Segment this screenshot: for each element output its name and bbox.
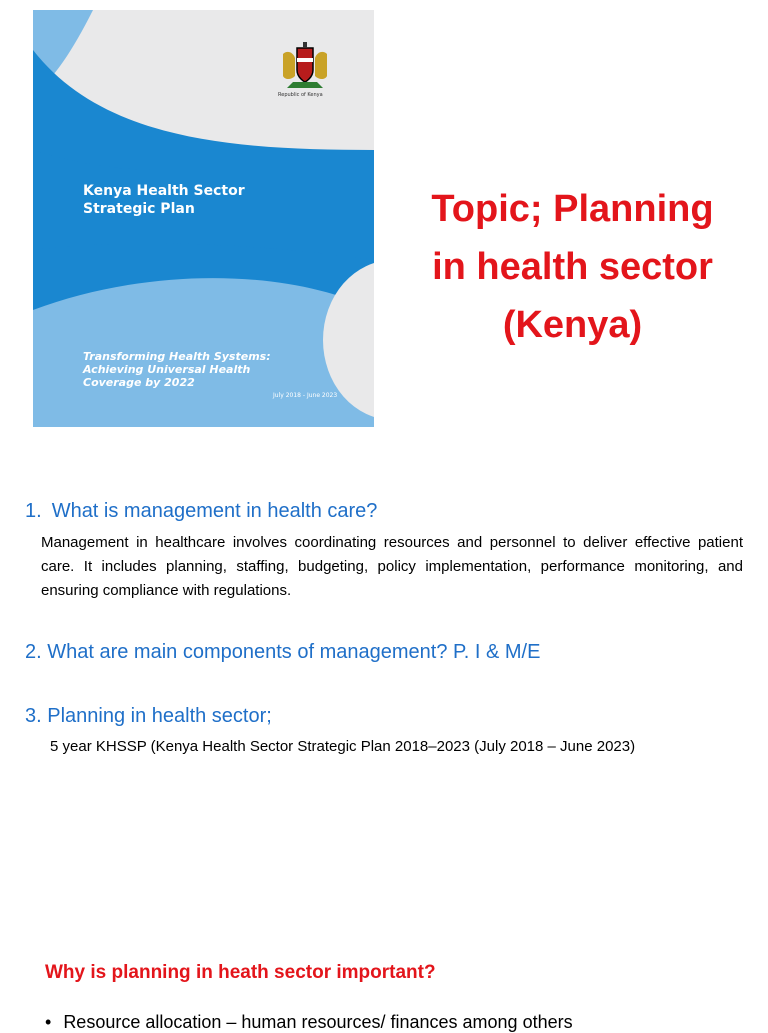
bullet-icon: •	[45, 1012, 52, 1032]
question-1	[25, 500, 377, 523]
list-item-text: Resource allocation – human resources/ finances among others	[63, 1012, 573, 1032]
question-2: 2. What are main components of management? P. I & M/E	[25, 641, 541, 663]
question-text: What is management in health care?	[51, 500, 378, 522]
strategic-plan-cover	[33, 10, 374, 427]
topic-heading	[400, 180, 745, 354]
cover-subtitle-line: Achieving Universal Health	[83, 363, 251, 376]
cover-dates: July 2018 - June 2023	[273, 392, 338, 399]
topic-line: (Kenya)	[502, 304, 643, 346]
topic-line: Topic; Planning	[431, 188, 714, 230]
why-heading: Why is planning in heath sector important?	[45, 962, 436, 983]
question-3: 3. Planning in health sector;	[25, 705, 272, 727]
list-item	[45, 1012, 573, 1033]
cover-title-line: Strategic Plan	[83, 201, 195, 217]
question-number: 1.	[25, 500, 42, 522]
cover-caption: Republic of Kenya	[278, 92, 323, 98]
topic-line: in health sector	[432, 246, 713, 288]
cover-title-line: Kenya Health Sector	[83, 183, 245, 199]
answer-1: Management in healthcare involves coordinating resources and personnel to deliver effective patient care. It includes planning, staffing, budgeting, policy implementation, performance monitoring, and ensuring compliance with regulations.	[41, 534, 743, 599]
cover-subtitle-line: Transforming Health Systems:	[83, 350, 271, 363]
coat-of-arms-icon	[273, 40, 337, 92]
cover-title	[83, 182, 303, 218]
answer-3: 5 year KHSSP (Kenya Health Sector Strategic Plan 2018–2023 (July 2018 – June 2023)	[50, 738, 636, 755]
cover-subtitle	[83, 350, 323, 389]
cover-subtitle-line: Coverage by 2022	[83, 376, 195, 389]
